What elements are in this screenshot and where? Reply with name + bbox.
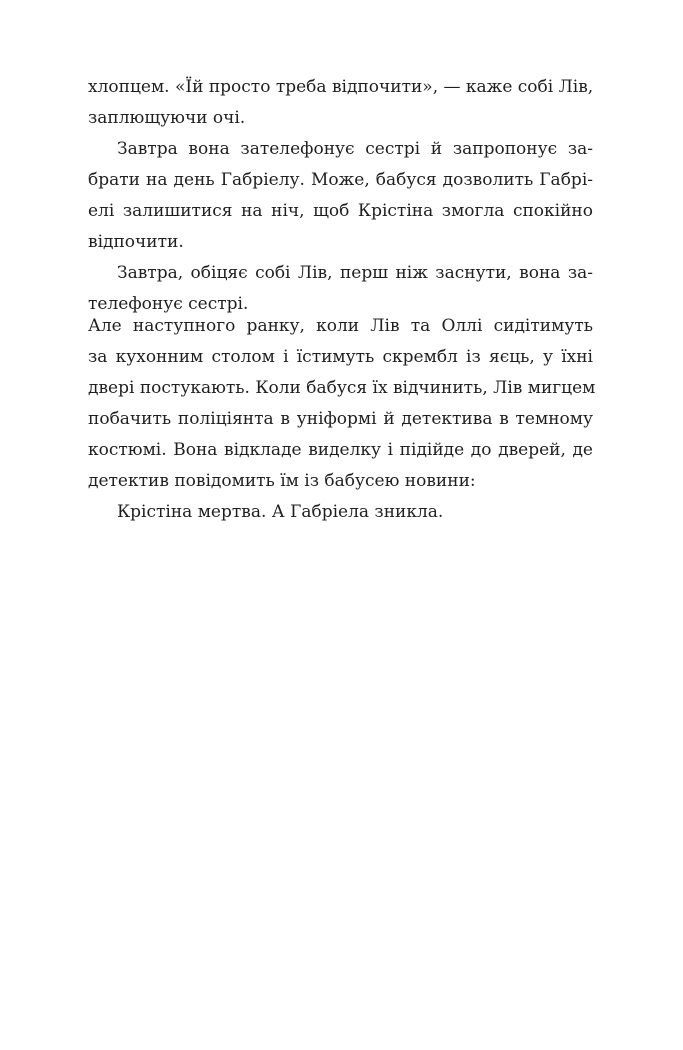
text-line: побачить поліціянта в уніформі й детектива в темному	[88, 409, 593, 429]
text-line: Завтра, обіцяє собі Лів, перш ніж заснути, вона за-	[117, 263, 593, 283]
text-line: заплющуючи очі.	[88, 108, 246, 128]
text-section-top	[88, 72, 593, 320]
text-line: відпочити.	[88, 232, 184, 252]
paragraph-4	[88, 311, 596, 497]
text-line: двері постукають. Коли бабуся їх відчинить, Лів мигцем	[88, 378, 596, 398]
text-line: телефонує сестрі.	[88, 294, 249, 314]
paragraph-1	[88, 72, 593, 134]
paragraph-2	[88, 134, 593, 258]
text-section-bottom	[88, 311, 596, 528]
text-line: костюмі. Вона відкладе виделку і підійде до дверей, де	[88, 440, 593, 460]
text-line: брати на день Габріелу. Може, бабуся дозволить Габрі-	[88, 170, 593, 190]
text-line: за кухонним столом і їстимуть скрембл із яєць, у їхні	[88, 347, 593, 367]
text-line: Завтра вона зателефонує сестрі й запропонує за-	[117, 139, 593, 159]
text-line: елі залишитися на ніч, щоб Крістіна змогла спокійно	[88, 201, 593, 221]
text-line: хлопцем. «Їй просто треба відпочити», — каже собі Лів,	[88, 77, 594, 97]
paragraph-5	[88, 497, 593, 528]
text-line: детектив повідомить їм із бабусею новини:	[88, 471, 476, 491]
text-line: Крістіна мертва. А Габріела зникла.	[117, 502, 444, 522]
text-line: Але наступного ранку, коли Лів та Оллі сидітимуть	[88, 316, 593, 336]
